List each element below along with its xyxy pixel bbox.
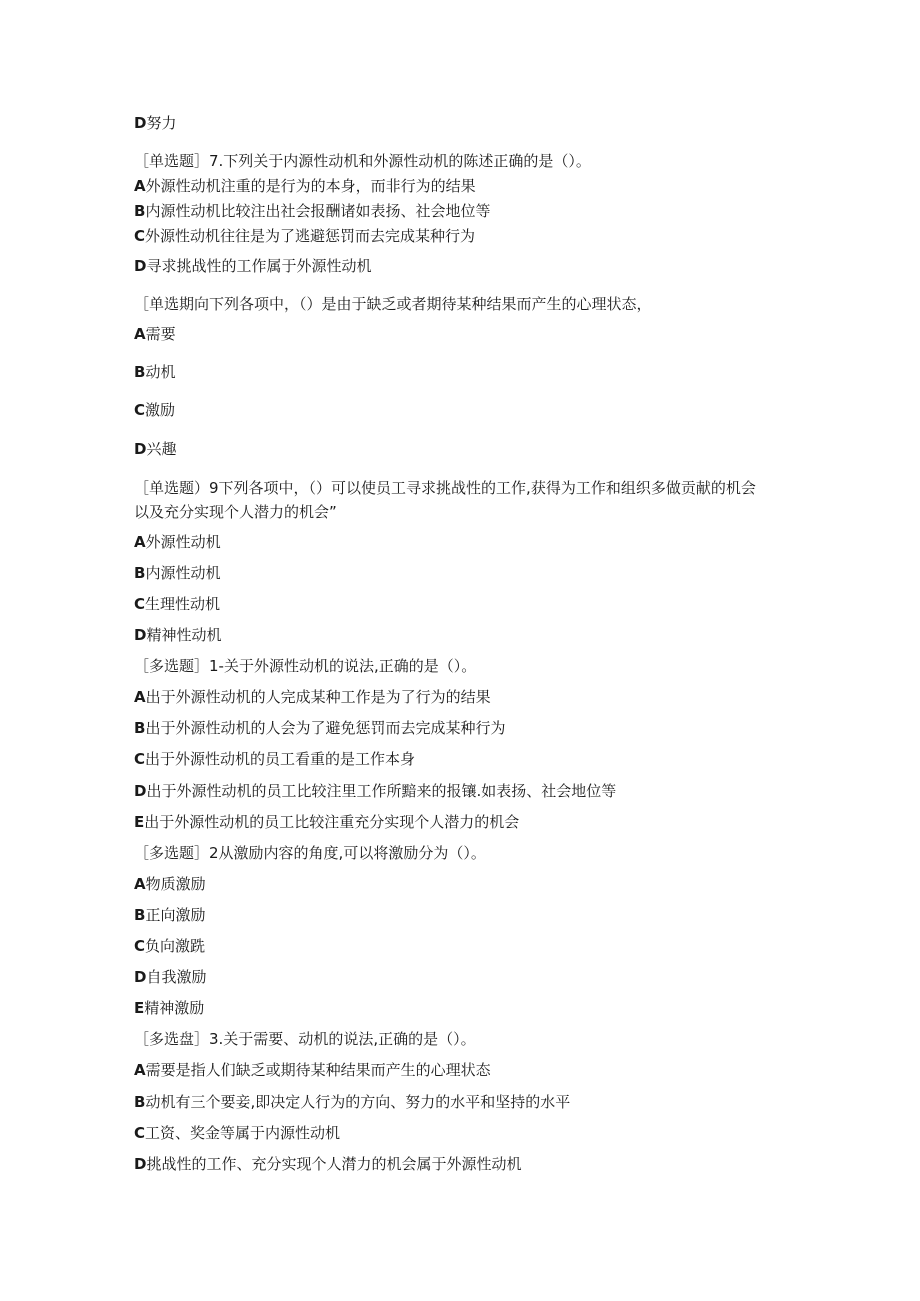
option-line: C外源性动机往往是为了逃避惩罚而去完成某种行为 [134,227,476,245]
option-line: C负向激跣 [134,937,206,955]
option-line: D寻求挑战性的工作属于外源性动机 [134,257,372,275]
option-line: A需要 [134,325,176,343]
option-line: C工资、奖金等属于内源性动机 [134,1124,341,1142]
option-line: D自我激励 [134,968,207,986]
question-line: ［单选题）9下列各项中，（）可以使员工寻求挑战性的工作,获得为工作和组织多做贡献的机会 [134,479,756,497]
option-line: B内源性动机比较注出社会报酬诸如表扬、社会地位等 [134,202,491,220]
option-line: C激励 [134,401,176,419]
option-line: D挑战性的工作、充分实现个人潸力的机会属于外源性动机 [134,1155,522,1173]
option-line: D出于外源性动机的员工比较注里工作所黯来的报镶.如表扬、社会地位等 [134,782,617,800]
option-line: C生理性动机 [134,595,221,613]
option-line: C出于外源性动机的员工看重的是工作本身 [134,750,416,768]
option-line: D兴趣 [134,440,177,458]
question-line-cont: 以及充分实现个人潜力的机会” [134,503,337,521]
option-line: B动机 [134,363,176,381]
option-line: B动机有三个要妾,即决定人行为的方向、努力的水平和坚持的水平 [134,1093,571,1111]
question-line: ［多选盘］3.关于需要、动机的说法,正确的是（）。 [134,1030,476,1048]
option-line: B出于外源性动机的人会为了避免惩罚而去完成某种行为 [134,719,506,737]
option-line: E出于外源性动机的员工比较注重充分实现个人潜力的机会 [134,813,520,831]
option-line: A需要是指人们缺乏或期待某种结果而产生的心理状态 [134,1061,491,1079]
option-line: B内源性动机 [134,564,221,582]
question-line: ［多选题］1-关于外源性动机的说法,正确的是（）。 [134,657,477,675]
option-line: D精神性动机 [134,626,222,644]
option-line: A外源性动机注重的是行为的本身，而非行为的结果 [134,177,476,195]
option-line: D努力 [134,114,177,132]
question-line: ［单选题］7.下列关于内源性动机和外源性动机的陈述正确的是（）。 [134,152,591,170]
option-line: A外源性动机 [134,533,221,551]
option-line: A出于外源性动机的人完成某种工作是为了行为的结果 [134,688,491,706]
option-line: A物质激励 [134,875,206,893]
option-line: E精神激励 [134,999,205,1017]
option-line: B正向激励 [134,906,206,924]
question-line: ［多选题］2从激励内容的角度,可以将激励分为（）。 [134,844,486,862]
question-line: ［单选期向下列各项中，（）是由于缺乏或者期待某种结果而产生的心理状态， [134,295,652,313]
